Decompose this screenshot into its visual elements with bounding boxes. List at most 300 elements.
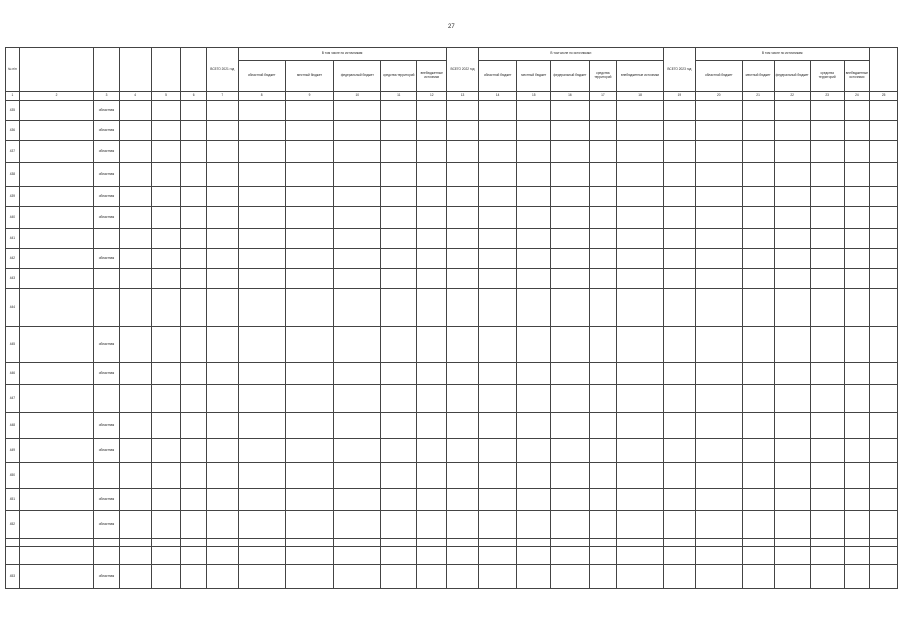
cell-name bbox=[19, 413, 93, 439]
column-number: 1 bbox=[6, 92, 20, 101]
cell-a23 bbox=[695, 207, 742, 229]
cell-empty bbox=[589, 547, 617, 565]
cell-empty bbox=[810, 489, 844, 511]
cell-cost bbox=[151, 269, 181, 289]
cell-a21 bbox=[238, 385, 285, 413]
cell-empty bbox=[551, 327, 589, 363]
cell-a22 bbox=[479, 413, 517, 439]
cell-a23 bbox=[695, 565, 742, 589]
table-row bbox=[6, 463, 898, 489]
cell-a21 bbox=[238, 141, 285, 163]
cell-empty bbox=[551, 565, 589, 589]
table-row bbox=[6, 121, 898, 141]
cell-cap bbox=[119, 565, 151, 589]
cell-name bbox=[19, 269, 93, 289]
header-no: № п/п bbox=[6, 48, 20, 92]
cell-t23 bbox=[663, 187, 695, 207]
cell-empty bbox=[517, 565, 551, 589]
header-source: местный бюджет bbox=[517, 61, 551, 92]
cell-t22 bbox=[447, 539, 479, 547]
header-cost bbox=[151, 48, 181, 92]
cell-spent bbox=[181, 121, 207, 141]
header-source: внебюджетные источники bbox=[617, 61, 664, 92]
cell-empty bbox=[417, 439, 447, 463]
cell-empty bbox=[844, 121, 870, 141]
table-row bbox=[6, 489, 898, 511]
cell-empty bbox=[774, 489, 810, 511]
cell-note bbox=[870, 249, 898, 269]
cell-empty bbox=[844, 207, 870, 229]
cell-empty bbox=[617, 207, 664, 229]
cell-note bbox=[870, 229, 898, 249]
cell-cap bbox=[119, 463, 151, 489]
cell-empty bbox=[844, 141, 870, 163]
cell-empty bbox=[774, 439, 810, 463]
cell-name bbox=[19, 511, 93, 539]
cell-cost bbox=[151, 363, 181, 385]
cell-spent bbox=[181, 463, 207, 489]
table-row bbox=[6, 101, 898, 121]
cell-a23 bbox=[695, 439, 742, 463]
cell-type: областная bbox=[94, 207, 120, 229]
cell-t23 bbox=[663, 511, 695, 539]
cell-empty bbox=[617, 511, 664, 539]
cell-t23 bbox=[663, 207, 695, 229]
cell-empty bbox=[810, 121, 844, 141]
cell-empty bbox=[285, 439, 334, 463]
cell-empty bbox=[381, 539, 417, 547]
cell-a21 bbox=[238, 539, 285, 547]
cell-note bbox=[870, 289, 898, 327]
table-row bbox=[6, 141, 898, 163]
cell-empty bbox=[381, 327, 417, 363]
cell-a23 bbox=[695, 547, 742, 565]
cell-empty bbox=[517, 207, 551, 229]
cell-a23 bbox=[695, 289, 742, 327]
cell-empty bbox=[517, 511, 551, 539]
table-row bbox=[6, 363, 898, 385]
cell-type: областная bbox=[94, 363, 120, 385]
cell-empty bbox=[517, 539, 551, 547]
cell-empty bbox=[285, 413, 334, 439]
cell-no: 443 bbox=[6, 269, 20, 289]
column-number: 20 bbox=[695, 92, 742, 101]
cell-empty bbox=[517, 269, 551, 289]
cell-type: областная bbox=[94, 511, 120, 539]
cell-type: областная bbox=[94, 439, 120, 463]
cell-empty bbox=[742, 269, 774, 289]
cell-note bbox=[870, 547, 898, 565]
cell-name bbox=[19, 101, 93, 121]
cell-empty bbox=[589, 101, 617, 121]
cell-empty bbox=[551, 511, 589, 539]
cell-a23 bbox=[695, 249, 742, 269]
cell-empty bbox=[844, 385, 870, 413]
cell-cap bbox=[119, 547, 151, 565]
cell-cap bbox=[119, 539, 151, 547]
cell-spent bbox=[181, 413, 207, 439]
cell-name bbox=[19, 141, 93, 163]
column-number: 16 bbox=[551, 92, 589, 101]
column-number: 3 bbox=[94, 92, 120, 101]
cell-empty bbox=[285, 363, 334, 385]
cell-cap bbox=[119, 289, 151, 327]
cell-empty bbox=[742, 413, 774, 439]
cell-empty bbox=[617, 463, 664, 489]
cell-empty bbox=[517, 327, 551, 363]
cell-empty bbox=[334, 229, 381, 249]
cell-empty bbox=[417, 413, 447, 439]
cell-name bbox=[19, 385, 93, 413]
cell-a21 bbox=[238, 547, 285, 565]
cell-t23 bbox=[663, 539, 695, 547]
cell-cap bbox=[119, 121, 151, 141]
cell-empty bbox=[589, 511, 617, 539]
cell-a21 bbox=[238, 511, 285, 539]
cell-t22 bbox=[447, 489, 479, 511]
cell-empty bbox=[417, 249, 447, 269]
cell-name bbox=[19, 187, 93, 207]
cell-a22 bbox=[479, 511, 517, 539]
cell-a23 bbox=[695, 101, 742, 121]
cell-cost bbox=[151, 141, 181, 163]
cell-spent bbox=[181, 141, 207, 163]
cell-type: областная bbox=[94, 163, 120, 187]
cell-empty bbox=[844, 439, 870, 463]
column-number: 15 bbox=[517, 92, 551, 101]
cell-empty bbox=[381, 229, 417, 249]
cell-empty bbox=[774, 207, 810, 229]
cell-cap bbox=[119, 439, 151, 463]
cell-a22 bbox=[479, 163, 517, 187]
cell-empty bbox=[334, 289, 381, 327]
cell-empty bbox=[844, 363, 870, 385]
cell-type: областная bbox=[94, 565, 120, 589]
cell-t23 bbox=[663, 547, 695, 565]
cell-empty bbox=[285, 249, 334, 269]
header-type bbox=[94, 48, 120, 92]
cell-empty bbox=[334, 539, 381, 547]
cell-empty bbox=[417, 269, 447, 289]
cell-no: 448 bbox=[6, 413, 20, 439]
cell-name bbox=[19, 249, 93, 269]
cell-empty bbox=[551, 547, 589, 565]
cell-a23 bbox=[695, 539, 742, 547]
cell-empty bbox=[742, 101, 774, 121]
cell-cost bbox=[151, 413, 181, 439]
cell-empty bbox=[551, 207, 589, 229]
cell-empty bbox=[334, 489, 381, 511]
cell-a22 bbox=[479, 187, 517, 207]
cell-note bbox=[870, 141, 898, 163]
cell-empty bbox=[589, 539, 617, 547]
cell-note bbox=[870, 163, 898, 187]
cell-note bbox=[870, 101, 898, 121]
cell-cost bbox=[151, 565, 181, 589]
cell-empty bbox=[381, 269, 417, 289]
cell-a22 bbox=[479, 289, 517, 327]
header-source: местный бюджет bbox=[742, 61, 774, 92]
cell-empty bbox=[381, 187, 417, 207]
cell-a21 bbox=[238, 121, 285, 141]
cell-t23 bbox=[663, 289, 695, 327]
cell-t22 bbox=[447, 463, 479, 489]
cell-t22 bbox=[447, 289, 479, 327]
column-number: 4 bbox=[119, 92, 151, 101]
cell-empty bbox=[285, 207, 334, 229]
header-group-2021: В том числе по источникам: bbox=[238, 48, 446, 61]
cell-empty bbox=[334, 187, 381, 207]
column-number: 14 bbox=[479, 92, 517, 101]
header-spent bbox=[181, 48, 207, 92]
cell-a23 bbox=[695, 363, 742, 385]
cell-spent bbox=[181, 539, 207, 547]
header-source: областной бюджет bbox=[479, 61, 517, 92]
cell-empty bbox=[589, 489, 617, 511]
cell-t23 bbox=[663, 163, 695, 187]
cell-empty bbox=[774, 163, 810, 187]
cell-empty bbox=[774, 187, 810, 207]
cell-t23 bbox=[663, 327, 695, 363]
cell-empty bbox=[285, 539, 334, 547]
header-capacity bbox=[119, 48, 151, 92]
cell-empty bbox=[774, 101, 810, 121]
cell-empty bbox=[381, 141, 417, 163]
cell-empty bbox=[285, 121, 334, 141]
cell-a23 bbox=[695, 141, 742, 163]
cell-t21 bbox=[206, 385, 238, 413]
cell-note bbox=[870, 539, 898, 547]
cell-empty bbox=[844, 327, 870, 363]
column-number: 6 bbox=[181, 92, 207, 101]
cell-cost bbox=[151, 207, 181, 229]
cell-empty bbox=[334, 121, 381, 141]
cell-note bbox=[870, 413, 898, 439]
cell-cap bbox=[119, 229, 151, 249]
cell-empty bbox=[381, 101, 417, 121]
cell-cap bbox=[119, 327, 151, 363]
page-number: 27 bbox=[448, 24, 455, 30]
cell-spent bbox=[181, 163, 207, 187]
cell-a21 bbox=[238, 187, 285, 207]
cell-empty bbox=[810, 565, 844, 589]
cell-empty bbox=[417, 511, 447, 539]
cell-t23 bbox=[663, 141, 695, 163]
cell-empty bbox=[810, 289, 844, 327]
cell-note bbox=[870, 121, 898, 141]
cell-empty bbox=[334, 463, 381, 489]
cell-t22 bbox=[447, 363, 479, 385]
cell-empty bbox=[844, 101, 870, 121]
cell-a22 bbox=[479, 141, 517, 163]
cell-empty bbox=[617, 363, 664, 385]
cell-a21 bbox=[238, 363, 285, 385]
cell-type: областная bbox=[94, 413, 120, 439]
cell-t22 bbox=[447, 187, 479, 207]
cell-empty bbox=[844, 289, 870, 327]
cell-a21 bbox=[238, 269, 285, 289]
cell-a22 bbox=[479, 249, 517, 269]
cell-empty bbox=[551, 289, 589, 327]
column-number: 12 bbox=[417, 92, 447, 101]
cell-cost bbox=[151, 489, 181, 511]
cell-empty bbox=[551, 141, 589, 163]
cell-empty bbox=[589, 269, 617, 289]
cell-no: 438 bbox=[6, 163, 20, 187]
cell-a23 bbox=[695, 489, 742, 511]
cell-empty bbox=[589, 141, 617, 163]
cell-empty bbox=[617, 539, 664, 547]
cell-empty bbox=[844, 539, 870, 547]
cell-t21 bbox=[206, 249, 238, 269]
cell-spent bbox=[181, 207, 207, 229]
cell-empty bbox=[774, 363, 810, 385]
table-row bbox=[6, 163, 898, 187]
cell-empty bbox=[334, 207, 381, 229]
cell-t23 bbox=[663, 463, 695, 489]
column-number: 10 bbox=[334, 92, 381, 101]
cell-empty bbox=[381, 565, 417, 589]
cell-type: областная bbox=[94, 141, 120, 163]
cell-note bbox=[870, 511, 898, 539]
cell-no: 450 bbox=[6, 463, 20, 489]
cell-empty bbox=[774, 269, 810, 289]
cell-t23 bbox=[663, 413, 695, 439]
cell-t23 bbox=[663, 229, 695, 249]
column-number: 22 bbox=[774, 92, 810, 101]
table-row bbox=[6, 439, 898, 463]
cell-a23 bbox=[695, 463, 742, 489]
column-number: 21 bbox=[742, 92, 774, 101]
cell-empty bbox=[517, 489, 551, 511]
cell-note bbox=[870, 187, 898, 207]
cell-cap bbox=[119, 249, 151, 269]
cell-empty bbox=[381, 511, 417, 539]
cell-cap bbox=[119, 511, 151, 539]
cell-note bbox=[870, 565, 898, 589]
cell-spent bbox=[181, 101, 207, 121]
cell-empty bbox=[844, 269, 870, 289]
cell-empty bbox=[551, 385, 589, 413]
cell-empty bbox=[589, 327, 617, 363]
cell-empty bbox=[810, 385, 844, 413]
cell-empty bbox=[417, 327, 447, 363]
cell-t21 bbox=[206, 327, 238, 363]
cell-empty bbox=[742, 229, 774, 249]
cell-a23 bbox=[695, 327, 742, 363]
cell-no: 439 bbox=[6, 187, 20, 207]
cell-t22 bbox=[447, 163, 479, 187]
cell-empty bbox=[810, 413, 844, 439]
cell-empty bbox=[617, 489, 664, 511]
cell-empty bbox=[810, 327, 844, 363]
cell-empty bbox=[334, 141, 381, 163]
cell-note bbox=[870, 269, 898, 289]
cell-a22 bbox=[479, 385, 517, 413]
cell-no: 435 bbox=[6, 101, 20, 121]
cell-a23 bbox=[695, 413, 742, 439]
cell-empty bbox=[417, 363, 447, 385]
cell-name bbox=[19, 327, 93, 363]
cell-empty bbox=[517, 439, 551, 463]
cell-name bbox=[19, 489, 93, 511]
cell-empty bbox=[617, 413, 664, 439]
cell-empty bbox=[285, 565, 334, 589]
cell-no: 452 bbox=[6, 511, 20, 539]
cell-empty bbox=[417, 163, 447, 187]
cell-cap bbox=[119, 207, 151, 229]
cell-empty bbox=[517, 101, 551, 121]
cell-empty bbox=[742, 463, 774, 489]
cell-t22 bbox=[447, 413, 479, 439]
cell-empty bbox=[589, 187, 617, 207]
cell-empty bbox=[285, 489, 334, 511]
cell-cap bbox=[119, 385, 151, 413]
cell-empty bbox=[617, 141, 664, 163]
cell-empty bbox=[589, 439, 617, 463]
cell-t22 bbox=[447, 565, 479, 589]
cell-empty bbox=[617, 187, 664, 207]
table-row bbox=[6, 289, 898, 327]
cell-name bbox=[19, 229, 93, 249]
cell-cost bbox=[151, 187, 181, 207]
column-number: 17 bbox=[589, 92, 617, 101]
cell-name bbox=[19, 207, 93, 229]
cell-t22 bbox=[447, 439, 479, 463]
table-row bbox=[6, 207, 898, 229]
cell-empty bbox=[551, 229, 589, 249]
cell-empty bbox=[617, 249, 664, 269]
cell-a23 bbox=[695, 269, 742, 289]
cell-t23 bbox=[663, 489, 695, 511]
cell-empty bbox=[844, 565, 870, 589]
cell-a22 bbox=[479, 463, 517, 489]
cell-empty bbox=[334, 249, 381, 269]
cell-empty bbox=[517, 187, 551, 207]
cell-t23 bbox=[663, 121, 695, 141]
cell-note bbox=[870, 363, 898, 385]
cell-empty bbox=[551, 163, 589, 187]
cell-t22 bbox=[447, 385, 479, 413]
cell-t21 bbox=[206, 269, 238, 289]
cell-empty bbox=[774, 385, 810, 413]
cell-empty bbox=[417, 547, 447, 565]
cell-empty bbox=[810, 101, 844, 121]
cell-empty bbox=[844, 249, 870, 269]
cell-a21 bbox=[238, 163, 285, 187]
cell-empty bbox=[774, 327, 810, 363]
cell-a22 bbox=[479, 229, 517, 249]
cell-type bbox=[94, 385, 120, 413]
cell-a22 bbox=[479, 101, 517, 121]
cell-empty bbox=[417, 229, 447, 249]
header-source: областной бюджет bbox=[695, 61, 742, 92]
cell-cost bbox=[151, 101, 181, 121]
cell-note bbox=[870, 463, 898, 489]
cell-name bbox=[19, 363, 93, 385]
cell-no: 449 bbox=[6, 439, 20, 463]
cell-a23 bbox=[695, 511, 742, 539]
cell-a23 bbox=[695, 385, 742, 413]
header-source: средства территорий bbox=[810, 61, 844, 92]
table-row bbox=[6, 547, 898, 565]
cell-empty bbox=[617, 269, 664, 289]
cell-empty bbox=[810, 539, 844, 547]
cell-empty bbox=[285, 511, 334, 539]
cell-no: 447 bbox=[6, 385, 20, 413]
cell-empty bbox=[774, 413, 810, 439]
cell-empty bbox=[844, 413, 870, 439]
